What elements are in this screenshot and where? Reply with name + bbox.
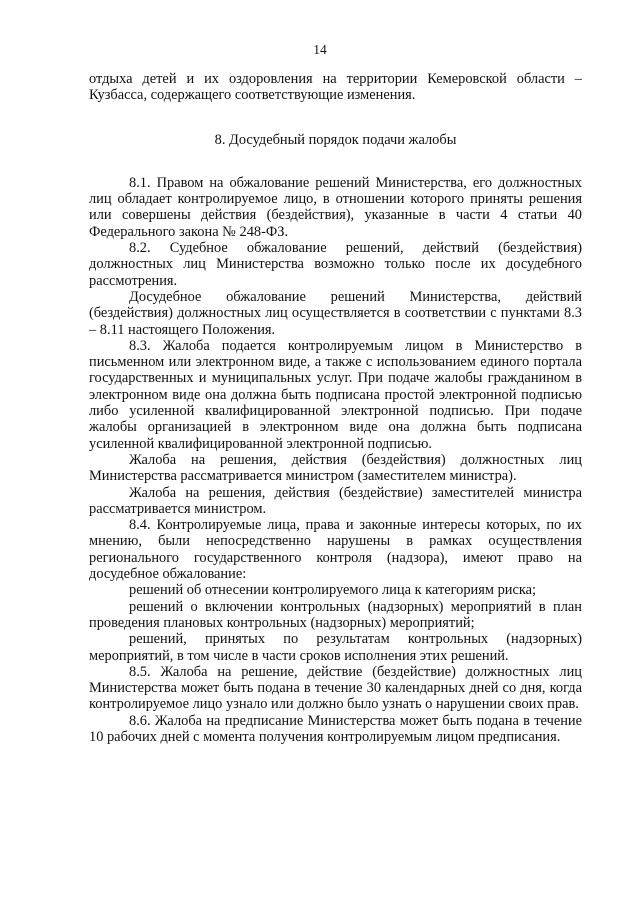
page-number: 14 <box>313 42 327 57</box>
paragraph-8-6: 8.6. Жалоба на предписание Министерства может быть подана в течение 10 рабочих дней с момента получения контролируемым лицом предписания. <box>89 712 582 745</box>
paragraph-8-2: 8.2. Судебное обжалование решений, действий (бездействия) должностных лиц Министерства возможно только после их досудебного рассмотрения. <box>89 240 582 289</box>
paragraph-complaint-deputies: Жалоба на решения, действия (бездействие) заместителей министра рассматривается министром. <box>89 484 582 517</box>
paragraph-complaint-officials: Жалоба на решения, действия (бездействия) должностных лиц Министерства рассматривается министром (заместителем министра). <box>89 451 582 485</box>
paragraph-pretrial-appeal: Досудебное обжалование решений Министерства, действий (бездействия) должностных лиц осуществляется в соответствии с пунктами 8.3 – 8.11 настоящего Положения. <box>89 288 582 338</box>
paragraph-8-3: 8.3. Жалоба подается контролируемым лицом в Министерство в письменном или электронном виде, а также с использованием единого портала государственных и муниципальных услуг. При подаче жалобы гражданином в электронном виде она должна быть подписана простой электронной подписью либо усиленной квалифицированной электронной подписью. При подаче жалобы организацией в электронном виде она должна быть подписана усиленной квалифицированной электронной подписью. <box>89 337 582 452</box>
list-item-plan-inclusion: решений о включении контрольных (надзорных) мероприятий в план проведения плановых контрольных (надзорных) мероприятий; <box>89 598 582 631</box>
list-item-results-decisions: решений, принятых по результатам контрольных (надзорных) мероприятий, в том числе в части сроков исполнения этих решений. <box>89 631 582 664</box>
continuation-paragraph: отдыха детей и их оздоровления на территории Кемеровской области – Кузбасса, содержащего соответствующие изменения. <box>89 71 582 104</box>
paragraph-8-1: 8.1. Правом на обжалование решений Министерства, его должностных лиц обладает контролируемое лицо, в отношении которого приняты решения или совершены действия (бездействия), указанные в части 4 статьи 40 Федерального закона № 248-ФЗ. <box>89 174 582 240</box>
list-item-risk-category: решений об отнесении контролируемого лица к категориям риска; <box>129 582 537 599</box>
document-body <box>89 71 582 745</box>
paragraph-8-4: 8.4. Контролируемые лица, права и законные интересы которых, по их мнению, были непосредственно нарушены в рамках осуществления регионального государственного контроля (надзора), имеют право на досудебное обжалование: <box>89 517 582 583</box>
section-heading: 8. Досудебный порядок подачи жалобы <box>214 131 457 148</box>
paragraph-8-5: 8.5. Жалоба на решение, действие (бездействие) должностных лиц Министерства может быть подана в течение 30 календарных дней со дня, когда контролируемое лицо узнало или должно было узнать о нарушении своих прав. <box>89 663 582 713</box>
